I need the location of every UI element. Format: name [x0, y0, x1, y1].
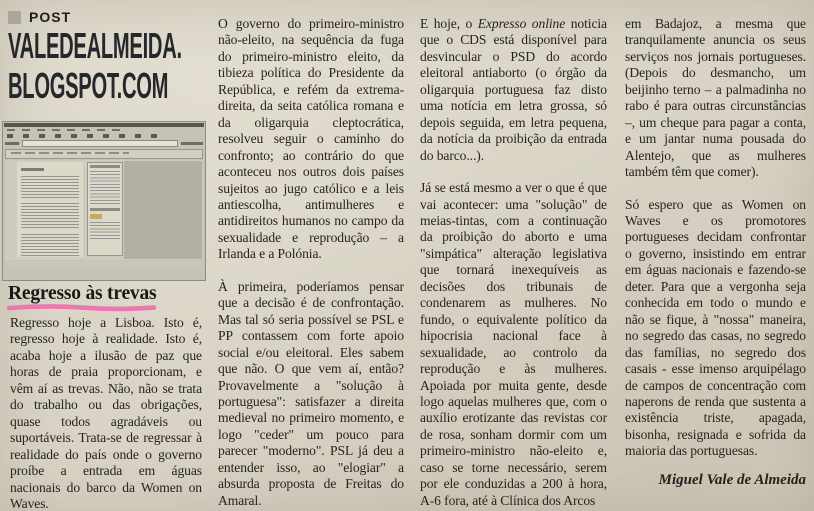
blog-title-line1: VALEDEALMEIDA.: [8, 25, 182, 66]
author-byline: Miguel Vale de Almeida: [658, 471, 806, 488]
article-paragraph: E hoje, o Expresso online noticia que o CDS está disponível para desvincular o PSD do acordo eleitoral antiaborto (o órgão da oligarquia portuguesa faz disto uma notícia em letra grossa, só depois seguida, em letra pequena, da notícia da proibição da entrada do barco...).: [420, 16, 607, 163]
blog-post-text-block: [21, 176, 79, 198]
blog-post-panel: [17, 162, 83, 257]
article-paragraph: À primeira, poderíamos pensar que a decisão é de confrontação. Mas tal só seria possível se PSL e PP contassem com forte apoio social e/ou eleitoral. Eles sabem que não. O que vem aí, então? Provavelmente a "solução à portuguesa": satisfazer a direita medieval no primeiro momento, e logo "ceder" um pouco para parecer "moderno". PSL já deu a entender isso, ao "elogiar" a absurda proposta de Freitas do Amaral.: [218, 278, 404, 508]
article-headline: Regresso às trevas: [8, 283, 157, 304]
address-input: [22, 140, 178, 147]
blog-banner: [5, 149, 203, 159]
article-column-4: [625, 16, 806, 489]
browser-address-bar: [5, 139, 203, 147]
blog-title-line2: BLOGSPOT.COM: [8, 65, 169, 106]
post-tag: [8, 9, 71, 25]
browser-menubar: [5, 128, 203, 132]
post-square-icon: [8, 11, 21, 24]
blog-title: [8, 26, 182, 106]
blogger-logo: [90, 214, 102, 219]
masthead-column: [8, 0, 204, 511]
article-paragraph: O governo do primeiro-ministro não-eleito, na sequência da fuga do primeiro-ministro eleito, da tibieza política do Presidente da República, e refém da extrema-direita, da seita católica romana e da oligarquia cleptocrática, resolveu seguir o caminho do confronto; ao contrário do que aconteceu nos outros dois países sujeitos ao jugo católico e a leis antiescolha, antimulheres e antidireitos humanos no campo da sexualidade e reprodução – a Irlanda e a Polónia.: [218, 16, 404, 262]
sidebar-header-bar: [90, 165, 120, 168]
blog-post-text-block: [21, 234, 79, 258]
article-paragraph: Já se está mesmo a ver o que é que vai acontecer: uma "solução" de meias-tintas, com a continuação da proibição do aborto e uma "simpática" alteração legislativa que tornará inexequíveis as decisões dos tribunais de condenarem as mulheres. No fundo, o equivalente político da hipocrisia nacional face à sexualidade, ao controlo da reprodução e às mulheres. Apoiada por muita gente, desde logo aquelas mulheres que, com o auxílio erotizante das revistas cor de rosa, sonham dormir com um primeiro-ministro não-eleito e, caso se torne necessário, serem por ele conduzidas a 200 à hora, A-6 fora, até à Clínica dos Arcos: [420, 180, 607, 508]
sidebar-header-bar: [90, 208, 120, 211]
article-paragraph: Regresso hoje a Lisboa. Isto é, regresso hoje à realidade. Isto é, acaba hoje a ilusão de paz que horas de praia proporcionam, e vêm aí as trevas. Não, não se trata do trabalho ou das obrigações, quase todos agradáveis ou suportáveis. Trata-se de regressar à realidade do país onde o governo proíbe a entrada em águas nacionais do barco da Women on Waves.: [10, 315, 202, 511]
blog-post-text-block: [21, 203, 79, 229]
browser-titlebar: [4, 123, 204, 127]
blog-page-content: [5, 160, 203, 260]
article-column-2: [218, 16, 404, 509]
blog-post-title-line: [21, 168, 44, 171]
article-paragraph: em Badajoz, a mesma que tranquilamente anuncia os seus serviços nos jornais portugueses. (Depois do desmancho, um beijinho terno – a palmadinha no rabo é para outras circunstâncias –, um cheque para pagar a conta, e um jantar numa pousada do Alentejo, que as mulheres também têm que comer).: [625, 16, 806, 180]
blog-archive-sidebar: [87, 162, 123, 256]
article-column-3: [420, 16, 607, 509]
sidebar-links-block: [90, 222, 120, 240]
blog-right-pane: [124, 161, 202, 259]
go-button: [181, 142, 203, 145]
address-label: [5, 142, 19, 145]
browser-screenshot: [2, 121, 206, 281]
article-paragraph: Só espero que as Women on Waves e os promotores portugueses decidam confrontar o governo, insistindo em entrar em águas nacionais e fazendo-se deter. Para que a vergonha seja conhecida em todo o mundo e não se fique, à "nossa" maneira, no segredo das casas, no segredo das famílias, no segredo dos casais - esse imenso arquipélago de campos de concentração com naperons de renda que sustenta a existência triste, apagada, bisonha, resignada e sofrida da maioria das portuguesas.: [625, 196, 806, 459]
sidebar-links-block: [90, 171, 120, 205]
browser-status-bar: [5, 261, 203, 266]
pink-highlight-stroke: [4, 303, 160, 313]
post-label: POST: [29, 9, 72, 25]
